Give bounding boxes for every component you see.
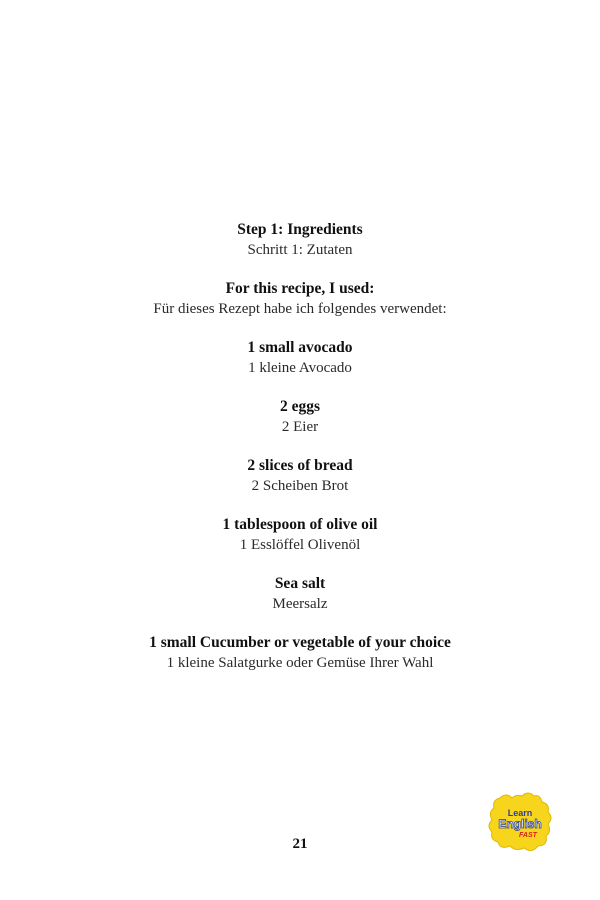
section-heading — [0, 220, 600, 260]
ingredient-item — [0, 397, 600, 437]
german-line: 1 Esslöffel Olivenöl — [239, 537, 361, 553]
logo-word-fast: FAST — [519, 832, 537, 839]
german-line: Für dieses Rezept habe ich folgendes verwendet: — [153, 301, 447, 317]
recipe-content — [0, 220, 600, 692]
page-number: 21 — [292, 836, 308, 852]
ingredient-item — [0, 338, 600, 378]
ingredient-item — [0, 515, 600, 555]
english-line: For this recipe, I used: — [225, 280, 375, 297]
ingredient-item — [0, 633, 600, 673]
english-line: 1 tablespoon of olive oil — [222, 516, 378, 533]
intro-line — [0, 279, 600, 319]
ingredient-item — [0, 456, 600, 496]
german-line: 2 Eier — [281, 419, 319, 435]
logo-word-learn: Learn — [507, 808, 533, 818]
english-line: 1 small Cucumber or vegetable of your choice — [149, 634, 451, 651]
english-line: Step 1: Ingredients — [237, 221, 363, 238]
german-line: Schritt 1: Zutaten — [247, 242, 353, 258]
learn-english-fast-logo — [486, 790, 556, 854]
english-line: 1 small avocado — [247, 339, 353, 356]
german-line: 1 kleine Avocado — [248, 360, 352, 376]
english-line: 2 slices of bread — [247, 457, 353, 474]
german-line: Meersalz — [272, 596, 328, 612]
english-line: Sea salt — [274, 575, 326, 592]
english-line: 2 eggs — [279, 398, 321, 415]
ingredient-item — [0, 574, 600, 614]
german-line: 2 Scheiben Brot — [251, 478, 349, 494]
logo-word-english: English — [498, 817, 542, 831]
german-line: 1 kleine Salatgurke oder Gemüse Ihrer Wahl — [166, 655, 434, 671]
